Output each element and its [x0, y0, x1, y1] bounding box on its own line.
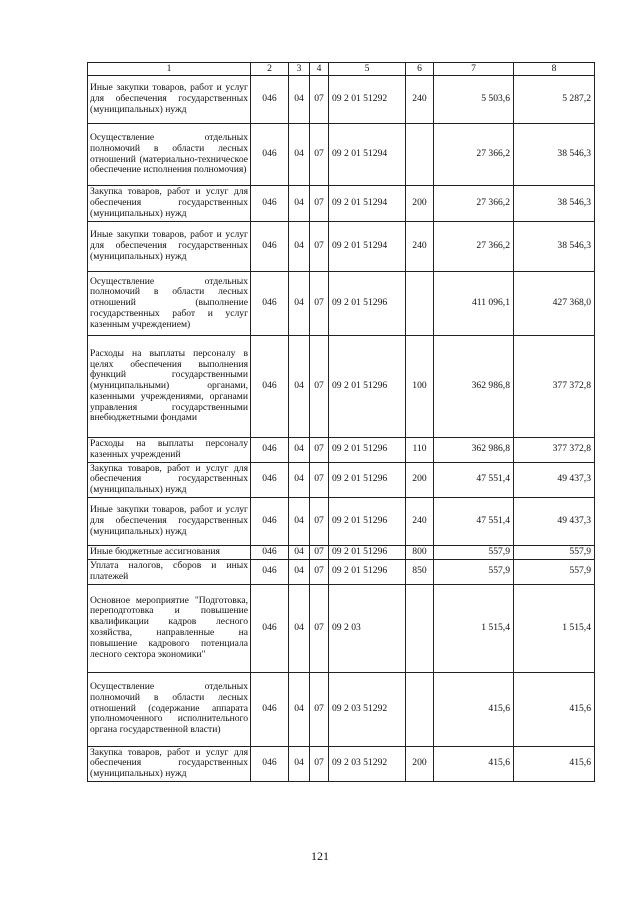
- amount-col-8: 427 368,0: [514, 272, 595, 336]
- table-row: [88, 186, 595, 222]
- expense-type-code: 240: [406, 497, 434, 545]
- expense-type-code: 200: [406, 746, 434, 781]
- amount-col-8: 377 372,8: [514, 438, 595, 463]
- row-description: Иные закупки товаров, работ и услуг для обеспечения государственных (муниципальных) нужд: [88, 222, 251, 272]
- column-header: 7: [434, 63, 514, 76]
- amount-col-7: 47 551,4: [434, 497, 514, 545]
- amount-col-7: 27 366,2: [434, 186, 514, 222]
- table-row: [88, 559, 595, 584]
- subsection-code: 07: [310, 336, 329, 438]
- ministry-code: 046: [251, 336, 289, 438]
- section-code: 04: [289, 272, 310, 336]
- table-row: [88, 584, 595, 672]
- target-article-code: 09 2 01 51296: [329, 336, 406, 438]
- subsection-code: 07: [310, 186, 329, 222]
- column-header: 3: [289, 63, 310, 76]
- amount-col-7: 47 551,4: [434, 462, 514, 497]
- section-code: 04: [289, 746, 310, 781]
- expense-type-code: [406, 584, 434, 672]
- column-header: 6: [406, 63, 434, 76]
- section-code: 04: [289, 336, 310, 438]
- expense-type-code: 240: [406, 76, 434, 124]
- expense-type-code: 200: [406, 462, 434, 497]
- amount-col-7: 27 366,2: [434, 124, 514, 186]
- table-row: [88, 462, 595, 497]
- column-header: 5: [329, 63, 406, 76]
- target-article-code: 09 2 03: [329, 584, 406, 672]
- target-article-code: 09 2 01 51296: [329, 545, 406, 559]
- target-article-code: 09 2 03 51292: [329, 746, 406, 781]
- row-description: Иные закупки товаров, работ и услуг для обеспечения государственных (муниципальных) нужд: [88, 76, 251, 124]
- amount-col-7: 27 366,2: [434, 222, 514, 272]
- amount-col-8: 557,9: [514, 559, 595, 584]
- table-row: [88, 545, 595, 559]
- row-description: Осуществление отдельных полномочий в области лесных отношений (содержание аппарата уполномоченного исполнительного органа государственной власти): [88, 672, 251, 746]
- expense-type-code: [406, 272, 434, 336]
- table-row: [88, 222, 595, 272]
- ministry-code: 046: [251, 672, 289, 746]
- target-article-code: 09 2 01 51294: [329, 222, 406, 272]
- amount-col-7: 362 986,8: [434, 336, 514, 438]
- subsection-code: 07: [310, 76, 329, 124]
- budget-table: [87, 62, 595, 782]
- section-code: 04: [289, 559, 310, 584]
- subsection-code: 07: [310, 497, 329, 545]
- amount-col-8: 377 372,8: [514, 336, 595, 438]
- subsection-code: 07: [310, 746, 329, 781]
- table-row: [88, 336, 595, 438]
- amount-col-7: 557,9: [434, 545, 514, 559]
- row-description: Осуществление отдельных полномочий в области лесных отношений (выполнение государственных работ и услуг казенным учреждением): [88, 272, 251, 336]
- amount-col-8: 5 287,2: [514, 76, 595, 124]
- header-row: [88, 63, 595, 76]
- table-row: [88, 76, 595, 124]
- row-description: Расходы на выплаты персоналу казенных учреждений: [88, 438, 251, 463]
- row-description: Закупка товаров, работ и услуг для обеспечения государственных (муниципальных) нужд: [88, 186, 251, 222]
- row-description: Расходы на выплаты персоналу в целях обеспечения выполнения функций государственными (муниципальными) органами, казенными учреждениями, органами управления государственными внебюджетными фондами: [88, 336, 251, 438]
- amount-col-8: 557,9: [514, 545, 595, 559]
- expense-type-code: [406, 124, 434, 186]
- amount-col-7: 415,6: [434, 672, 514, 746]
- target-article-code: 09 2 03 51292: [329, 672, 406, 746]
- subsection-code: 07: [310, 222, 329, 272]
- section-code: 04: [289, 186, 310, 222]
- ministry-code: 046: [251, 222, 289, 272]
- target-article-code: 09 2 01 51296: [329, 497, 406, 545]
- ministry-code: 046: [251, 746, 289, 781]
- expense-type-code: 240: [406, 222, 434, 272]
- table-row: [88, 497, 595, 545]
- amount-col-8: 38 546,3: [514, 124, 595, 186]
- table-row: [88, 124, 595, 186]
- page-number: 121: [311, 849, 329, 863]
- amount-col-7: 5 503,6: [434, 76, 514, 124]
- expense-type-code: 850: [406, 559, 434, 584]
- section-code: 04: [289, 222, 310, 272]
- row-description: Иные бюджетные ассигнования: [88, 545, 251, 559]
- ministry-code: 046: [251, 76, 289, 124]
- row-description: Осуществление отдельных полномочий в области лесных отношений (материально-техническое обеспечение исполнения полномочия): [88, 124, 251, 186]
- amount-col-7: 411 096,1: [434, 272, 514, 336]
- column-header: 4: [310, 63, 329, 76]
- section-code: 04: [289, 497, 310, 545]
- column-header: 8: [514, 63, 595, 76]
- ministry-code: 046: [251, 438, 289, 463]
- amount-col-7: 1 515,4: [434, 584, 514, 672]
- row-description: Иные закупки товаров, работ и услуг для обеспечения государственных (муниципальных) нужд: [88, 497, 251, 545]
- ministry-code: 046: [251, 462, 289, 497]
- column-header: 1: [88, 63, 251, 76]
- section-code: 04: [289, 438, 310, 463]
- table-body: [88, 76, 595, 782]
- ministry-code: 046: [251, 545, 289, 559]
- subsection-code: 07: [310, 584, 329, 672]
- target-article-code: 09 2 01 51296: [329, 462, 406, 497]
- subsection-code: 07: [310, 124, 329, 186]
- row-description: Уплата налогов, сборов и иных платежей: [88, 559, 251, 584]
- section-code: 04: [289, 545, 310, 559]
- budget-table-container: [87, 62, 594, 782]
- amount-col-8: 49 437,3: [514, 497, 595, 545]
- ministry-code: 046: [251, 186, 289, 222]
- ministry-code: 046: [251, 124, 289, 186]
- section-code: 04: [289, 462, 310, 497]
- section-code: 04: [289, 76, 310, 124]
- table-row: [88, 272, 595, 336]
- amount-col-7: 557,9: [434, 559, 514, 584]
- section-code: 04: [289, 124, 310, 186]
- ministry-code: 046: [251, 497, 289, 545]
- amount-col-8: 38 546,3: [514, 186, 595, 222]
- target-article-code: 09 2 01 51296: [329, 438, 406, 463]
- subsection-code: 07: [310, 559, 329, 584]
- ministry-code: 046: [251, 272, 289, 336]
- subsection-code: 07: [310, 672, 329, 746]
- table-row: [88, 746, 595, 781]
- amount-col-8: 38 546,3: [514, 222, 595, 272]
- expense-type-code: [406, 672, 434, 746]
- row-description: Закупка товаров, работ и услуг для обеспечения государственных (муниципальных) нужд: [88, 746, 251, 781]
- target-article-code: 09 2 01 51292: [329, 76, 406, 124]
- subsection-code: 07: [310, 272, 329, 336]
- amount-col-8: 1 515,4: [514, 584, 595, 672]
- expense-type-code: 800: [406, 545, 434, 559]
- target-article-code: 09 2 01 51294: [329, 186, 406, 222]
- table-row: [88, 438, 595, 463]
- subsection-code: 07: [310, 438, 329, 463]
- row-description: Основное мероприятие "Подготовка, переподготовка и повышение квалификации кадров лесного хозяйства, направленные на повышение кадрового потенциала лесного сектора экономики": [88, 584, 251, 672]
- expense-type-code: 110: [406, 438, 434, 463]
- amount-col-8: 415,6: [514, 746, 595, 781]
- ministry-code: 046: [251, 559, 289, 584]
- target-article-code: 09 2 01 51296: [329, 559, 406, 584]
- amount-col-7: 362 986,8: [434, 438, 514, 463]
- target-article-code: 09 2 01 51296: [329, 272, 406, 336]
- table-row: [88, 672, 595, 746]
- target-article-code: 09 2 01 51294: [329, 124, 406, 186]
- section-code: 04: [289, 672, 310, 746]
- expense-type-code: 100: [406, 336, 434, 438]
- subsection-code: 07: [310, 545, 329, 559]
- amount-col-8: 415,6: [514, 672, 595, 746]
- column-header: 2: [251, 63, 289, 76]
- subsection-code: 07: [310, 462, 329, 497]
- section-code: 04: [289, 584, 310, 672]
- expense-type-code: 200: [406, 186, 434, 222]
- amount-col-7: 415,6: [434, 746, 514, 781]
- ministry-code: 046: [251, 584, 289, 672]
- row-description: Закупка товаров, работ и услуг для обеспечения государственных (муниципальных) нужд: [88, 462, 251, 497]
- amount-col-8: 49 437,3: [514, 462, 595, 497]
